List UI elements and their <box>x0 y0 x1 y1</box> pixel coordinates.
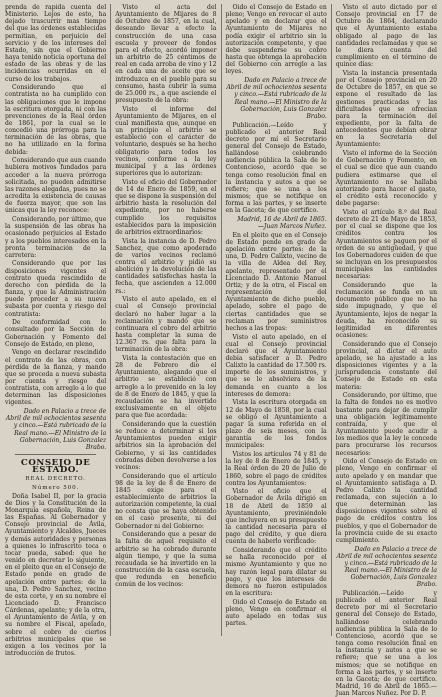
paragraph: Considerando que a pesar de la falta de aquel requisito el arbitrio se ha cobrado durante algún tiempo, y que la suma recaudada se ha invertido en la construcción de la casa escuela, que redunda en beneficio común de los vecinos: <box>115 531 217 589</box>
paragraph: Publicación.—Leído y publicado el anterior Real decreto por mí el Secretario general del Consejo de Estado, hallándose celebrando audiencia pública la Sala de lo Contencioso, acordó que se tenga como resolución final en la instancia y autos a que se refiere; que se una a los mismos; que se notifique en forma a las partes, y se inserte en la Gaceta; de que certifico. <box>225 121 327 215</box>
section-subheading: REAL DECRETO. <box>25 476 86 483</box>
paragraph: prenda de rapida cuenta del Ministerio. Lejos de esto, ha dejado trascurrir mas tiempo del que las órdenes establecidas permitian, en perjuicio del servicio y de los intereses del Estado, sin que el Gobierno haya tenido noticia oportuna del estado de las obras y de las incidencias ocurridas en el curso de los trabajos. <box>5 4 107 83</box>
column-3 <box>226 4 327 636</box>
paragraph: Vista la escritura otorgada en 12 de Mayo de 1858, por la cual se obligó el Ayuntamiento a pagar la suma referida en el plazo de seis meses, con la garantía de los fondos municipales: <box>225 399 327 450</box>
signature-line: Dado en Palacio a trece de Abril de mil ochocientos sesenta y cinco.—Está rubricado de la Real mano.—El Ministro de la Gobernación, Luis Gonzalez Brabo. <box>226 77 327 120</box>
paragraph: Vista la instancia de D. Pedro Sanchez, que como apoderado de varios vecinos reclamó contra el arbitrio y pidió su abolición y la devolución de las cantidades satisfechas hasta la fecha, que ascienden a 12.000 rs.: <box>115 237 217 295</box>
column-rule <box>331 4 332 636</box>
paragraph: Considerando que el artículo 98 de la ley de 8 de Enero de 1845 exige para el establecimiento de arbitrios la autorización competente, la cual no consta que se haya obtenido en el caso presente, ni del Gobernador ni del Gobierno: <box>115 472 217 530</box>
column-rule <box>110 4 111 636</box>
paragraph: Oido el Consejo de Estado en pleno; Vengo en revocar el auto apelado y en declarar que el Ayuntamiento de Mijares no podía exigir el arbitrio sin la autorización competente, y que debe suspenderse su cobro hasta que obtenga la aprobación del Gobierno con arreglo a las leyes. <box>225 4 327 76</box>
paragraph: Considerando que el contratista no ha cumplido con las obligaciones que le impone la escritura otorgada, ni con las prevenciones de la Real órden de 1861, por la cual se le concedió una prórroga para la terminación de las obras, que no ha utilizado en la forma debida: <box>5 84 107 156</box>
paragraph: Visto el auto apelado, en el cual el Consejo provincial declaró que el Ayuntamiento debía satisfacer a D. Pedro Calixto la cantidad de 17.500 rs. importe de los suministros, y que se le absolviera de la demanda en cuanto a los intereses de demora: <box>225 333 327 398</box>
paragraph: En el pleito que en el Consejo de Estado pende en grado de apelación entre partes: de la una, D. Pedro Calixto, vecino de la villa de Aldea del Rey, apelante, representado por el Licenciado D. Antonio Manuel Ortiz; y de la otra, el Fiscal en representación del Ayuntamiento de dicho pueblo, apelado, sobre el pago de ciertas cantidades que se reclaman por suministros hechos a las tropas: <box>225 231 327 332</box>
signature-line: Madrid, 16 de Abril de 1865.—Juan Marcos Nuñez. <box>237 216 327 231</box>
paragraph: Considerando que el crédito se halla reconocido por el mismo Ayuntamiento y que no hay razón legal para dilatar su pago, y que los intereses de demora no fueron estipulados en la escritura: <box>225 547 327 597</box>
paragraph: Considerando, por último, que la suspensión de las obras ha ocasionado perjuicios al Estado y a los pueblos interesados en la pronta terminación de la carretera: <box>5 216 107 259</box>
paragraph: Oido el Consejo de Estado en pleno, Vengo en confirmar el auto apelado y en mandar que el Ayuntamiento satisfaga a D. Pedro Calixto la cantidad reclamada, con sujeción a lo que determinan las disposiciones vigentes sobre el pago de créditos contra los pueblos, y que el Gobernador de la provincia cuide de su exacto cumplimiento. <box>335 458 437 544</box>
paragraph: Considerando que la reclamación se funda en un documento público que no ha sido impugnado, y que el Ayuntamiento, lejos de negar la deuda, ha reconocido su legitimidad en diferentes ocasiones: <box>335 281 437 340</box>
paragraph: Visto el oficio que el Gobernador de Ávila dirigió en 18 de Abril de 1859 al Ayuntamiento, previniéndole que incluyera en su presupuesto la cantidad necesaria para el pago del crédito, y que diera cuenta de haberlo verificado: <box>225 488 327 546</box>
paragraph: Doña Isabel II, por la gracia de Dios y la Constitución de la Monarquía española, Reina de las Españas. Al Gobernador y Consejo provincial de Ávila, Ayuntamiento y Alcaldes, Jueces y demás autoridades y personas a quienes lo infrascrito toca o tocar pueda, sabed: que he venido en decretar lo siguiente, en el pleito que en el Consejo de Estado pende en grado de apelación entre partes: de la una, D. Pedro Sanchez, vecino de esta corte, y en su nombre el Licenciado D. Francisco Cárdenas, apelante; y de la otra, el Ayuntamiento de Ávila, y en su nombre el Fiscal, apelado, sobre el cobro de ciertos arbitrios municipales que se exigen a los vecinos por la introducción de frutos. <box>5 492 107 658</box>
paragraph: Publicación.—Leído y publicado el anterior Real decreto por mí el Secretario general del Consejo de Estado, hallándose celebrando audiencia pública la Sala de lo Contencioso, acordó que se tenga como resolución final en la instancia y autos a que se refiere; que se una a los mismos; que se notifique en forma a las partes, y se inserte en la Gaceta; de que certifico. Madrid, 16 de Abril de 1865.—Juan Marcos Nuñez. Por D. P. <box>335 590 437 697</box>
paragraph: Visto el informe de la Sección de Gobernación y Fomento, en el cual se dice que aun cuando pudiera estimarse que el Ayuntamiento no se hallaba autorizado para hacer el gasto, el crédito está reconocido y debe pagarse: <box>335 150 437 208</box>
paragraph: Visto el acta del Ayuntamiento de Mijares de 8 de Octubre de 1857, en la cual, deseando llevar a efecto la construcción de una casa escuela y proveer de fondos para el efecto, acordó imponer un arbitrio de 25 céntimos de real en cada arroba de vino y 12 en cada una de aceite que se introduzca en el pueblo para su consumo, hasta cubrir la suma de 25.000 rs., a que asciende el presupuesto de la obra: <box>115 4 217 105</box>
signature-line: Dado en Palacio a trece de Abril de mil ochocientos sesenta y cinco.—Está rubricado de la Real mano.—El Ministro de la Gobernación, Luis Gonzalez Brabo. <box>336 545 437 589</box>
paragraph: Visto el informe del Ayuntamiento de Mijares, en el cual manifiesta que, aunque en un principio el arbitrio se estableció con el carácter de voluntario, después se ha hecho obligatorio para todos los vecinos, conforme a la ley municipal y a las órdenes superiores que lo autorizan: <box>115 105 217 178</box>
signature-line: Dado en Palacio a trece de Abril de mil ochocientos sesenta y cinco.—Está rubricado de la Real mano.—El Ministro de la Gobernación, Luis Gonzalez Brabo. <box>5 408 107 451</box>
paragraph: Vista la contestación que en 28 de Febrero dio el Ayuntamiento, alegando que el arbitrio se estableció con arreglo a lo prevenido en la ley de 8 de Enero de 1845, y que la recaudación se ha invertido exclusivamente en el objeto para que fue acordada: <box>115 355 217 420</box>
section-divider <box>15 454 96 455</box>
paragraph: Considerando que el Consejo provincial, al dictar el auto apelado, se ha ajustado a las disposiciones vigentes y a la jurisprudencia constante del Consejo de Estado en esta materia: <box>335 340 437 391</box>
paragraph: Vistos los artículos 74 y 81 de la ley de 8 de Enero de 1845, y la Real órden de 20 de Julio de 1860, sobre el pago de créditos contra los Ayuntamientos: <box>225 451 327 487</box>
paragraph: Vista la instancia presentada por el Consejo provincial en 20 de Octubre de 1857, en que se expone el resultado de las gestiones practicadas y las dificultades que se ofrecían para la terminación del expediente, por la falta de antecedentes que debían obrar en la Secretaría del Ayuntamiento: <box>335 69 437 149</box>
paragraph: De conformidad con lo consultado por la Sección de Gobernación y Fomento del Consejo de Estado, en pleno, <box>5 319 107 348</box>
column-rule <box>221 4 222 636</box>
paragraph: Visto el oficio del Gobernador de 14 de Enero de 1859, en el que se dispone la suspensión del arbitrio hasta la resolución del expediente, por no haberse cumplido los requisitos establecidos para la imposición de arbitrios extraordinarios: <box>115 178 217 236</box>
paragraph: Considerando que la cuestión se reduce a determinar si los Ayuntamientos pueden exigir arbitrios sin la aprobación del Gobierno, y si las cantidades cobradas deben devolverse a los vecinos: <box>115 420 217 471</box>
paragraph: Visto el artículo 8.º del Real decreto de 21 de Mayo de 1853, por el cual se dispone que los créditos contra los Ayuntamientos se paguen por el orden de su antigüedad, y que los Gobernadores cuiden de que se incluyan en los presupuestos municipales las cantidades necesarias: <box>335 208 437 281</box>
decree-number: Número 500. <box>31 484 80 491</box>
column-2 <box>115 4 216 636</box>
paragraph: Visto el auto dictado por el Consejo provincial en 17 de Octubre de 1864, declarando que el Ayuntamiento estaba obligado al pago de las cantidades reclamadas y que se le diera cuenta del cumplimiento en el término de quince días: <box>335 4 437 69</box>
paragraph: Considerando, por último, que la falta de fondos no es motivo bastante para dejar de cumplir una obligación legítimamente contraída, y que el Ayuntamiento puede acudir a los medios que la ley le concede para procurarse los recursos necesarios: <box>335 392 437 457</box>
paragraph: Visto el auto apelado, en el cual el Consejo provincial declaró no haber lugar a la reclamación y mandó que se continuara el cobro del arbitrio hasta completar la suma de 12.367 rs. que falta para la terminación de la obra: <box>115 296 217 354</box>
column-1 <box>5 4 107 658</box>
paragraph: Vengo en declarar rescindido el contrato de las obras, con pérdida de la fianza, y mando que se proceda a nueva subasta por cuenta y riesgo del contratista, con arreglo a lo que determinan las disposiciones vigentes. <box>5 349 107 407</box>
section-heading: CONSEJO DE ESTADO. <box>20 458 91 476</box>
paragraph: Oido el Consejo de Estado en pleno, Vengo en confirmar el auto apelado en todas sus partes. <box>225 598 327 628</box>
paragraph: Considerando que aun cuando hubiera motivos fundados para acceder a la nueva prórroga solicitada, no pueden admitirse las razones alegadas, pues no se acredita la existencia de causas de fuerza mayor, que son las únicas que la ley reconoce: <box>5 157 107 215</box>
column-4 <box>335 4 437 697</box>
paragraph: Considerando que por las disposiciones vigentes el contrato queda rescindido de derecho con pérdida de la fianza, y que la Administración puede proceder a su nueva subasta por cuenta y riesgo del contratista: <box>5 260 107 318</box>
